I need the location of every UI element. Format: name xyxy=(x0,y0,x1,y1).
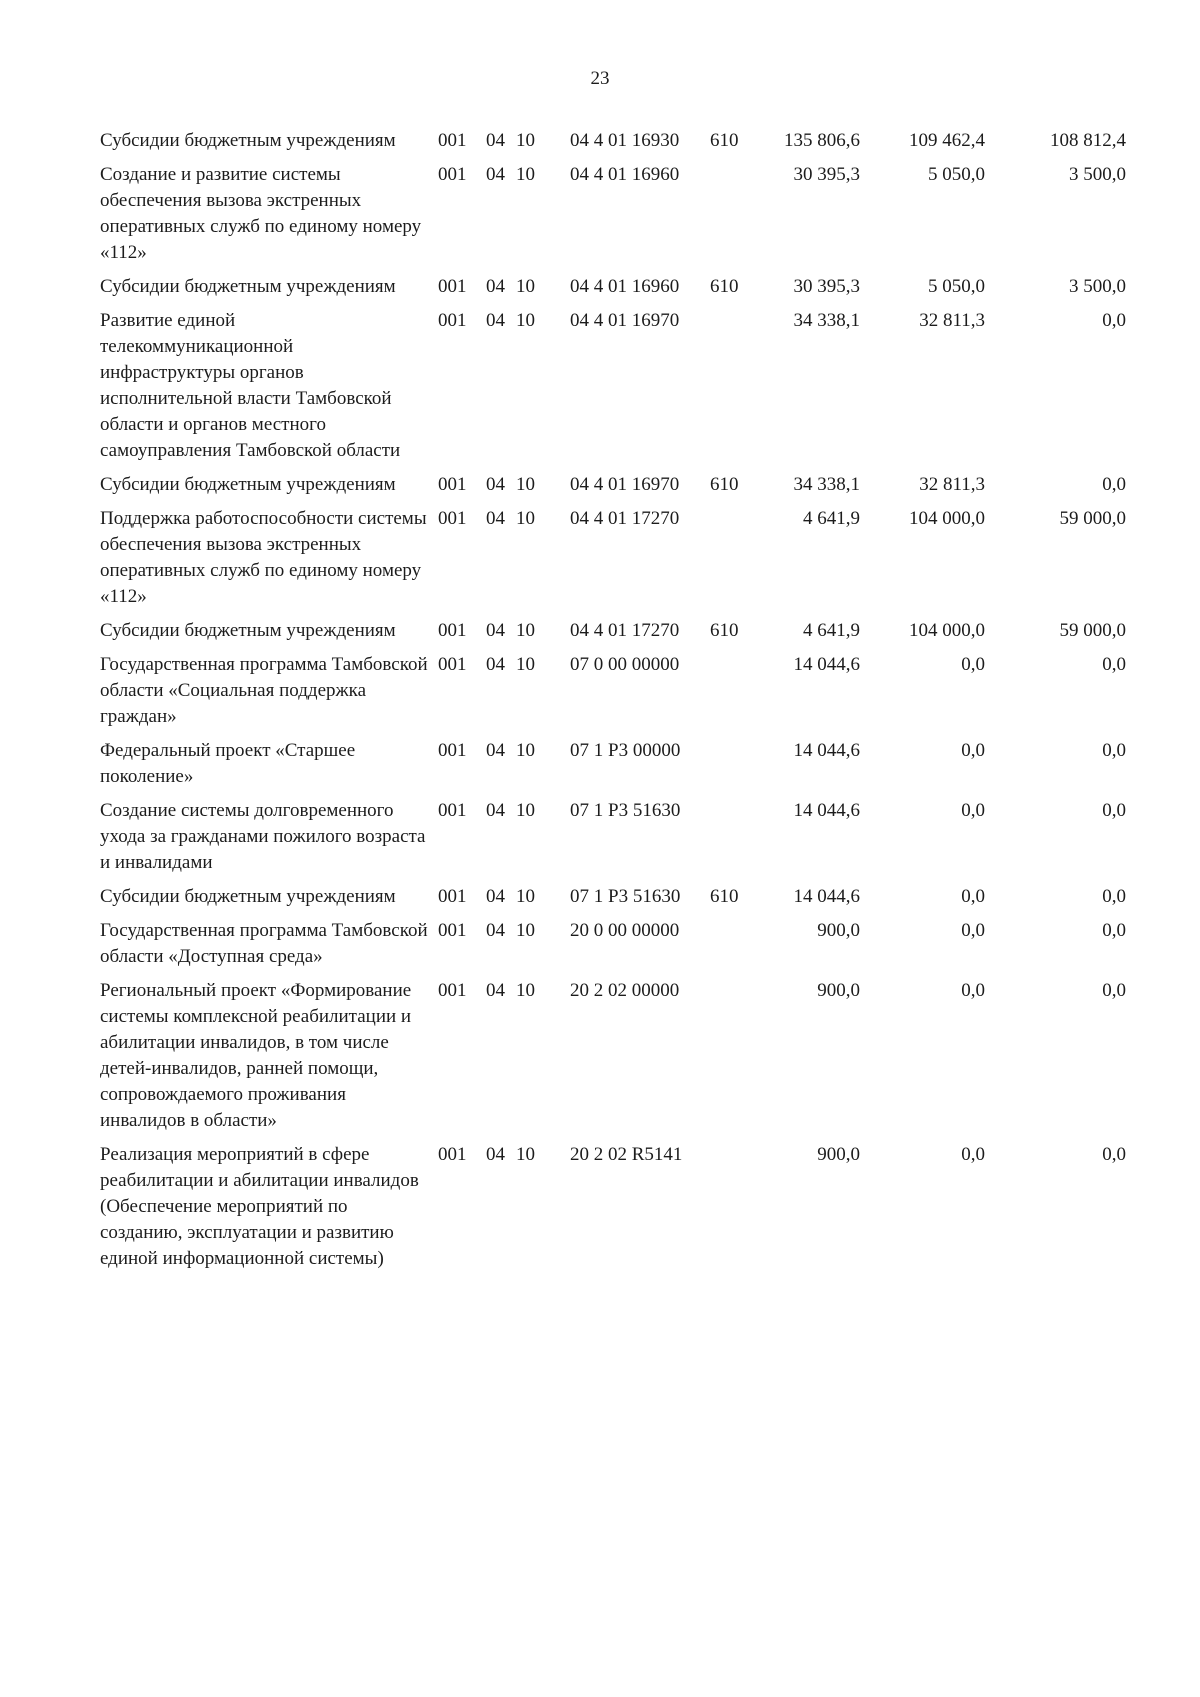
row-section-code: 04 xyxy=(486,276,505,297)
row-target-code: 07 0 00 00000 xyxy=(570,654,680,675)
row-section-code: 04 xyxy=(486,740,505,761)
row-ministry-code: 001 xyxy=(438,740,467,761)
row-sum-second-year: 32 811,3 xyxy=(919,310,985,331)
row-section-code: 04 xyxy=(486,654,505,675)
table-row xyxy=(100,1142,1180,1272)
table-row xyxy=(100,738,1180,790)
row-target-code: 04 4 01 16970 xyxy=(570,474,680,495)
row-sum-first-year: 900,0 xyxy=(817,1144,860,1165)
row-target-code: 07 1 P3 51630 xyxy=(570,886,681,907)
row-subsection-code: 10 xyxy=(516,276,535,297)
budget-table xyxy=(100,128,1180,1280)
row-sum-third-year: 0,0 xyxy=(1102,654,1126,675)
row-sum-third-year: 59 000,0 xyxy=(1059,620,1126,641)
row-sum-third-year: 0,0 xyxy=(1102,886,1126,907)
row-sum-third-year: 0,0 xyxy=(1102,980,1126,1001)
table-row xyxy=(100,162,1180,266)
row-sum-first-year: 14 044,6 xyxy=(793,654,860,675)
row-sum-first-year: 900,0 xyxy=(817,920,860,941)
row-target-code: 20 2 02 R5141 xyxy=(570,1144,683,1165)
row-section-code: 04 xyxy=(486,1144,505,1165)
row-target-code: 04 4 01 16960 xyxy=(570,276,680,297)
row-ministry-code: 001 xyxy=(438,310,467,331)
row-ministry-code: 001 xyxy=(438,276,467,297)
row-sum-third-year: 0,0 xyxy=(1102,800,1126,821)
row-sum-third-year: 108 812,4 xyxy=(1050,130,1126,151)
row-ministry-code: 001 xyxy=(438,980,467,1001)
row-target-code: 04 4 01 16930 xyxy=(570,130,680,151)
row-subsection-code: 10 xyxy=(516,654,535,675)
row-section-code: 04 xyxy=(486,920,505,941)
row-sum-second-year: 104 000,0 xyxy=(909,620,985,641)
table-row xyxy=(100,472,1180,498)
row-name: Субсидии бюджетным учреждениям xyxy=(100,276,396,297)
row-section-code: 04 xyxy=(486,980,505,1001)
row-subsection-code: 10 xyxy=(516,886,535,907)
row-target-code: 07 1 P3 51630 xyxy=(570,800,681,821)
row-section-code: 04 xyxy=(486,130,505,151)
row-name: Создание системы долговременного ухода за гражданами пожилого возраста и инвалидами xyxy=(100,800,426,873)
row-ministry-code: 001 xyxy=(438,1144,467,1165)
row-section-code: 04 xyxy=(486,620,505,641)
row-ministry-code: 001 xyxy=(438,130,467,151)
row-sum-second-year: 0,0 xyxy=(961,740,985,761)
row-name: Субсидии бюджетным учреждениям xyxy=(100,620,396,641)
table-row xyxy=(100,274,1180,300)
row-sum-third-year: 0,0 xyxy=(1102,474,1126,495)
row-sum-first-year: 30 395,3 xyxy=(793,164,860,185)
row-sum-second-year: 104 000,0 xyxy=(909,508,985,529)
row-name: Субсидии бюджетным учреждениям xyxy=(100,474,396,495)
row-target-code: 04 4 01 17270 xyxy=(570,620,680,641)
row-sum-second-year: 0,0 xyxy=(961,886,985,907)
row-ministry-code: 001 xyxy=(438,474,467,495)
row-sum-first-year: 4 641,9 xyxy=(803,620,860,641)
row-subsection-code: 10 xyxy=(516,164,535,185)
row-subsection-code: 10 xyxy=(516,620,535,641)
row-section-code: 04 xyxy=(486,886,505,907)
row-sum-third-year: 0,0 xyxy=(1102,310,1126,331)
row-sum-first-year: 34 338,1 xyxy=(793,310,860,331)
row-section-code: 04 xyxy=(486,474,505,495)
row-name: Государственная программа Тамбовской области «Социальная поддержка граждан» xyxy=(100,654,428,727)
row-ministry-code: 001 xyxy=(438,920,467,941)
row-ministry-code: 001 xyxy=(438,886,467,907)
row-sum-first-year: 14 044,6 xyxy=(793,800,860,821)
row-target-code: 07 1 P3 00000 xyxy=(570,740,681,761)
row-target-code: 04 4 01 16960 xyxy=(570,164,680,185)
row-ministry-code: 001 xyxy=(438,508,467,529)
row-sum-second-year: 32 811,3 xyxy=(919,474,985,495)
row-name: Субсидии бюджетным учреждениям xyxy=(100,130,396,151)
row-subsection-code: 10 xyxy=(516,310,535,331)
row-sum-second-year: 109 462,4 xyxy=(909,130,985,151)
row-section-code: 04 xyxy=(486,310,505,331)
row-sum-first-year: 135 806,6 xyxy=(784,130,860,151)
table-row xyxy=(100,652,1180,730)
row-name: Федеральный проект «Старшее поколение» xyxy=(100,740,356,787)
table-row xyxy=(100,884,1180,910)
row-target-code: 20 2 02 00000 xyxy=(570,980,680,1001)
table-row xyxy=(100,978,1180,1134)
row-sum-second-year: 0,0 xyxy=(961,980,985,1001)
row-name: Региональный проект «Формирование системы комплексной реабилитации и абилитации инвалидов, в том числе детей-инвалидов, ранней помощи, сопровождаемого проживания инвалидов в области» xyxy=(100,980,412,1131)
row-name: Субсидии бюджетным учреждениям xyxy=(100,886,396,907)
row-expense-code: 610 xyxy=(710,620,739,641)
row-expense-code: 610 xyxy=(710,276,739,297)
row-name: Развитие единой телекоммуникационной инфраструктуры органов исполнительной власти Тамбовской области и органов местного самоуправления Тамбовской области xyxy=(100,310,401,461)
row-ministry-code: 001 xyxy=(438,620,467,641)
row-subsection-code: 10 xyxy=(516,130,535,151)
table-row xyxy=(100,618,1180,644)
row-sum-second-year: 5 050,0 xyxy=(928,164,985,185)
table-row xyxy=(100,128,1180,154)
table-row xyxy=(100,308,1180,464)
row-subsection-code: 10 xyxy=(516,1144,535,1165)
row-subsection-code: 10 xyxy=(516,800,535,821)
row-sum-first-year: 14 044,6 xyxy=(793,886,860,907)
row-name: Создание и развитие системы обеспечения вызова экстренных оперативных служб по единому номеру «112» xyxy=(100,164,422,263)
row-target-code: 04 4 01 16970 xyxy=(570,310,680,331)
page-number: 23 xyxy=(590,68,610,89)
row-sum-third-year: 3 500,0 xyxy=(1069,164,1126,185)
row-expense-code: 610 xyxy=(710,886,739,907)
row-sum-second-year: 0,0 xyxy=(961,654,985,675)
row-sum-third-year: 0,0 xyxy=(1102,920,1126,941)
row-sum-third-year: 59 000,0 xyxy=(1059,508,1126,529)
table-row xyxy=(100,506,1180,610)
row-section-code: 04 xyxy=(486,508,505,529)
row-name: Поддержка работоспособности системы обеспечения вызова экстренных оперативных служб по единому номеру «112» xyxy=(100,508,427,607)
row-expense-code: 610 xyxy=(710,474,739,495)
row-subsection-code: 10 xyxy=(516,740,535,761)
row-sum-second-year: 0,0 xyxy=(961,920,985,941)
row-sum-third-year: 3 500,0 xyxy=(1069,276,1126,297)
row-sum-second-year: 5 050,0 xyxy=(928,276,985,297)
row-section-code: 04 xyxy=(486,800,505,821)
row-subsection-code: 10 xyxy=(516,920,535,941)
row-target-code: 20 0 00 00000 xyxy=(570,920,680,941)
row-ministry-code: 001 xyxy=(438,800,467,821)
row-sum-first-year: 34 338,1 xyxy=(793,474,860,495)
row-subsection-code: 10 xyxy=(516,508,535,529)
row-subsection-code: 10 xyxy=(516,474,535,495)
row-expense-code: 610 xyxy=(710,130,739,151)
row-sum-third-year: 0,0 xyxy=(1102,740,1126,761)
row-sum-second-year: 0,0 xyxy=(961,800,985,821)
row-sum-first-year: 900,0 xyxy=(817,980,860,1001)
row-sum-third-year: 0,0 xyxy=(1102,1144,1126,1165)
table-row xyxy=(100,918,1180,970)
row-name: Реализация мероприятий в сфере реабилитации и абилитации инвалидов (Обеспечение мероприятий по созданию, эксплуатации и развитию единой информационной системы) xyxy=(100,1144,419,1269)
row-ministry-code: 001 xyxy=(438,654,467,675)
row-target-code: 04 4 01 17270 xyxy=(570,508,680,529)
row-name: Государственная программа Тамбовской области «Доступная среда» xyxy=(100,920,428,967)
row-ministry-code: 001 xyxy=(438,164,467,185)
table-row xyxy=(100,798,1180,876)
row-sum-first-year: 4 641,9 xyxy=(803,508,860,529)
row-sum-first-year: 30 395,3 xyxy=(793,276,860,297)
row-subsection-code: 10 xyxy=(516,980,535,1001)
row-section-code: 04 xyxy=(486,164,505,185)
row-sum-first-year: 14 044,6 xyxy=(793,740,860,761)
row-sum-second-year: 0,0 xyxy=(961,1144,985,1165)
